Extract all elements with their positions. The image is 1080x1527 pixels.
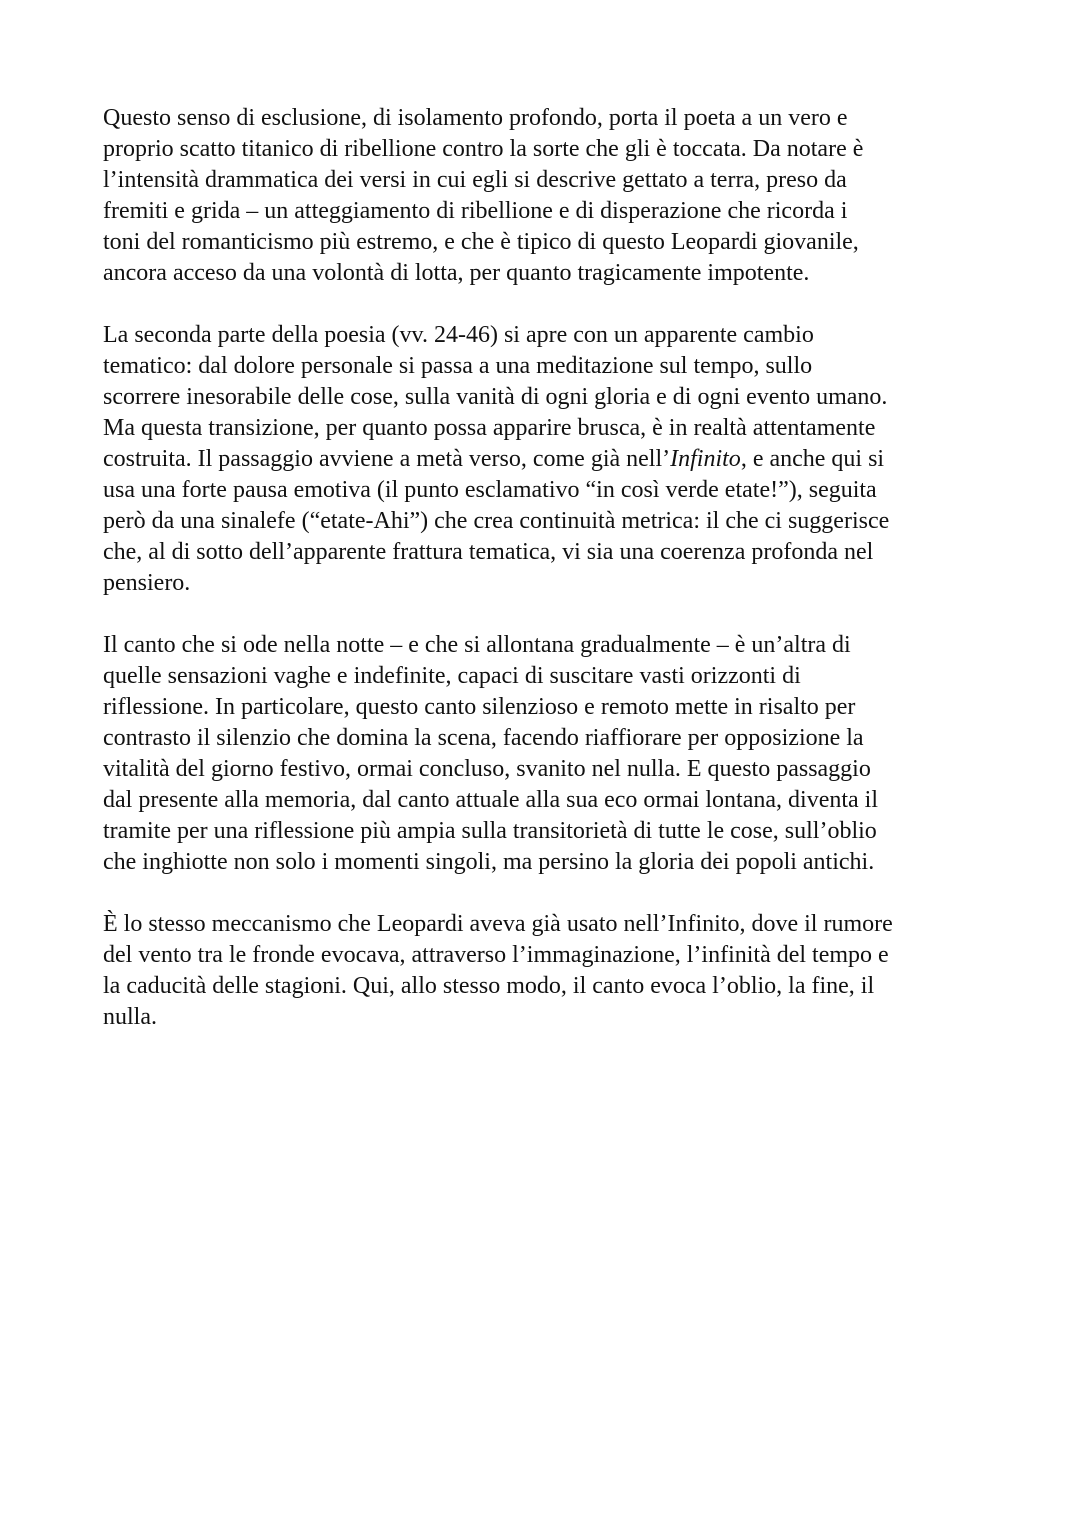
text-line: È lo stesso meccanismo che Leopardi aveva già usato nell’Infinito, dove il rumore: [103, 911, 893, 937]
document-body: [103, 103, 983, 1064]
italic-title-infinito: Infinito: [670, 446, 741, 472]
text-run: costruita. Il passaggio avviene a metà verso, come già nell’: [103, 446, 671, 472]
text-line: proprio scatto titanico di ribellione contro la sorte che gli è toccata. Da notare è: [103, 136, 864, 162]
paragraph-second-part: [103, 320, 983, 599]
text-line: Ma questa transizione, per quanto possa apparire brusca, è in realtà attentamente: [103, 415, 876, 441]
text-line: del vento tra le fronde evocava, attraverso l’immaginazione, l’infinità del tempo e: [103, 942, 889, 968]
text-line: La seconda parte della poesia (vv. 24-46) si apre con un apparente cambio: [103, 322, 814, 348]
text-line: tramite per una riflessione più ampia sulla transitorietà di tutte le cose, sull’oblio: [103, 818, 877, 844]
text-line: Questo senso di esclusione, di isolamento profondo, porta il poeta a un vero e: [103, 105, 848, 131]
text-line: ancora acceso da una volontà di lotta, per quanto tragicamente impotente.: [103, 260, 810, 286]
paragraph-same-mechanism: [103, 909, 983, 1033]
text-line: riflessione. In particolare, questo canto silenzioso e remoto mette in risalto per: [103, 694, 856, 720]
paragraph-exclusion: [103, 103, 983, 289]
text-line: fremiti e grida – un atteggiamento di ribellione e di disperazione che ricorda i: [103, 198, 848, 224]
text-line: contrasto il silenzio che domina la scena, facendo riaffiorare per opposizione la: [103, 725, 864, 751]
paragraph-night-song: [103, 630, 983, 878]
text-line: l’intensità drammatica dei versi in cui egli si descrive gettato a terra, preso da: [103, 167, 847, 193]
text-line-with-italic: [103, 444, 983, 475]
text-line: nulla.: [103, 1004, 157, 1030]
text-line: tematico: dal dolore personale si passa a una meditazione sul tempo, sullo: [103, 353, 813, 379]
text-run: , e anche qui si: [740, 446, 885, 472]
text-line: usa una forte pausa emotiva (il punto esclamativo “in così verde etate!”), seguita: [103, 477, 877, 503]
text-line: quelle sensazioni vaghe e indefinite, capaci di suscitare vasti orizzonti di: [103, 663, 801, 689]
text-line: che, al di sotto dell’apparente frattura tematica, vi sia una coerenza profonda nel: [103, 539, 874, 565]
text-line: dal presente alla memoria, dal canto attuale alla sua eco ormai lontana, diventa il: [103, 787, 879, 813]
text-line: vitalità del giorno festivo, ormai concluso, svanito nel nulla. E questo passaggio: [103, 756, 871, 782]
text-line: toni del romanticismo più estremo, e che è tipico di questo Leopardi giovanile,: [103, 229, 859, 255]
text-line: Il canto che si ode nella notte – e che si allontana gradualmente – è un’altra di: [103, 632, 851, 658]
text-line: scorrere inesorabile delle cose, sulla vanità di ogni gloria e di ogni evento umano.: [103, 384, 888, 410]
text-line: che inghiotte non solo i momenti singoli, ma persino la gloria dei popoli antichi.: [103, 849, 875, 875]
text-line: pensiero.: [103, 570, 191, 596]
text-line: però da una sinalefe (“etate-Ahi”) che crea continuità metrica: il che ci suggerisce: [103, 508, 890, 534]
text-line: la caducità delle stagioni. Qui, allo stesso modo, il canto evoca l’oblio, la fine, il: [103, 973, 875, 999]
